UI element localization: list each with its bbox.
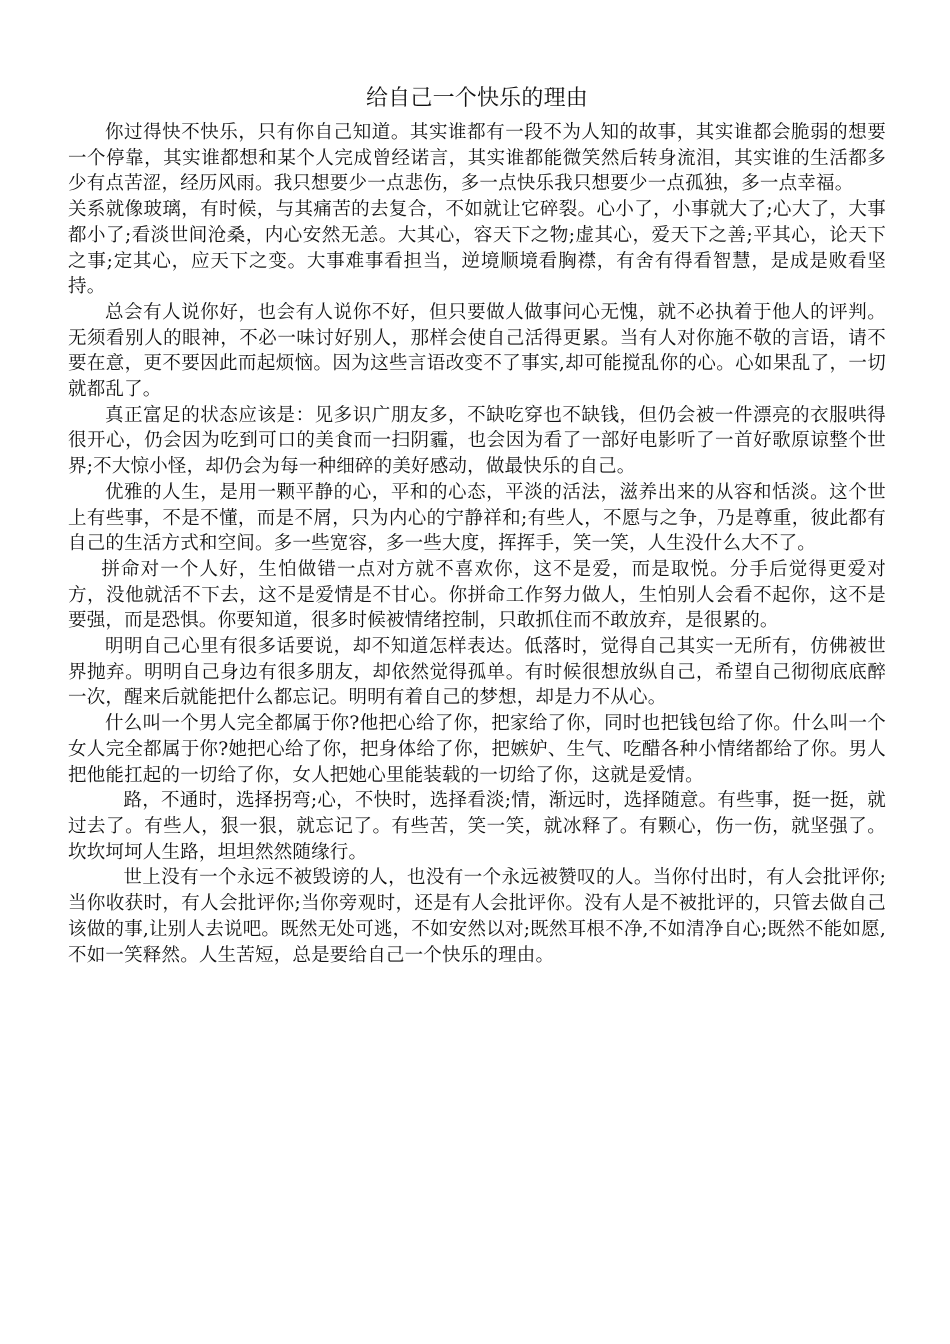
paragraph: 世上没有一个永远不被毁谤的人，也没有一个永远被赞叹的人。当你付出时，有人会批评你;当你收获时，有人会批评你;当你旁观时，还是有人会批评你。没有人是不被批评的，只管去做自己该做的事,让别人去说吧。既然无处可逃，不如安然以对;既然耳根不净,不如清净自心;既然不能如愿,不如一笑释然。人生苦短，总是要给自己一个快乐的理由。 xyxy=(68,867,886,966)
document-page xyxy=(68,84,886,968)
paragraph: 路，不通时，选择拐弯;心，不快时，选择看淡;情，渐远时，选择随意。有些事，挺一挺，就过去了。有些人，狠一狠，就忘记了。有些苦，笑一笑，就冰释了。有颗心，伤一伤，就坚强了。坎坎坷坷人生路，坦坦然然随缘行。 xyxy=(68,790,886,863)
paragraph: 明明自己心里有很多话要说，却不知道怎样表达。低落时，觉得自己其实一无所有，仿佛被世界抛弃。明明自己身边有很多朋友，却依然觉得孤单。有时候很想放纵自己，希望自己彻彻底底醉一次，醒来后就能把什么都忘记。明明有着自己的梦想，却是力不从心。 xyxy=(68,636,886,709)
paragraph: 拼命对一个人好，生怕做错一点对方就不喜欢你，这不是爱，而是取悦。分手后觉得更爱对方，没他就活不下去，这不是爱情是不甘心。你拼命工作努力做人，生怕别人会看不起你，这不是要强，而是恐惧。你要知道，很多时候被情绪控制，只敢抓住而不敢放弃，是很累的。 xyxy=(68,558,886,632)
paragraph: 真正富足的状态应该是：见多识广朋友多，不缺吃穿也不缺钱，但仍会被一件漂亮的衣服哄得很开心，仍会因为吃到可口的美食而一扫阴霾，也会因为看了一部好电影听了一首好歌原谅整个世界;不大惊小怪，却仍会为每一种细碎的美好感动，做最快乐的自己。 xyxy=(68,404,886,478)
document-title: 给自己一个快乐的理由 xyxy=(365,86,588,111)
paragraph: 什么叫一个男人完全都属于你?他把心给了你，把家给了你，同时也把钱包给了你。什么叫一个女人完全都属于你?她把心给了你，把身体给了你，把嫉妒、生气、吃醋各种小情绪都给了你。男人把他能扛起的一切给了你，女人把她心里能装载的一切给了你，这就是爱情。 xyxy=(68,713,886,786)
paragraph: 总会有人说你好，也会有人说你不好，但只要做人做事问心无愧，就不必执着于他人的评判。无须看别人的眼神，不必一味讨好别人，那样会使自己活得更累。当有人对你施不敬的言语，请不要在意，更不要因此而起烦恼。因为这些言语改变不了事实,却可能搅乱你的心。心如果乱了，一切就都乱了。 xyxy=(68,301,886,401)
paragraph: 你过得快不快乐，只有你自己知道。其实谁都有一段不为人知的故事，其实谁都会脆弱的想要一个停靠，其实谁都想和某个人完成曾经诺言，其实谁都能微笑然后转身流泪，其实谁的生活都多少有点苦涩，经历风雨。我只想要少一点悲伤，多一点快乐我只想要少一点孤独，多一点幸福。 xyxy=(68,122,886,195)
paragraph: 关系就像玻璃，有时候，与其痛苦的去复合，不如就让它碎裂。心小了，小事就大了;心大了，大事都小了;看淡世间沧桑，内心安然无恙。大其心，容天下之物;虚其心，爱天下之善;平其心，论天下之事;定其心，应天下之变。大事难事看担当，逆境顺境看胸襟，有舍有得看智慧，是成是败看坚持。 xyxy=(68,199,886,298)
paragraph: 优雅的人生，是用一颗平静的心，平和的心态，平淡的活法，滋养出来的从容和恬淡。这个世上有些事，不是不懂，而是不屑，只为内心的宁静祥和;有些人，不愿与之争，乃是尊重，彼此都有自己的生活方式和空间。多一些宽容，多一些大度，挥挥手，笑一笑，人生没什么大不了。 xyxy=(68,481,886,555)
